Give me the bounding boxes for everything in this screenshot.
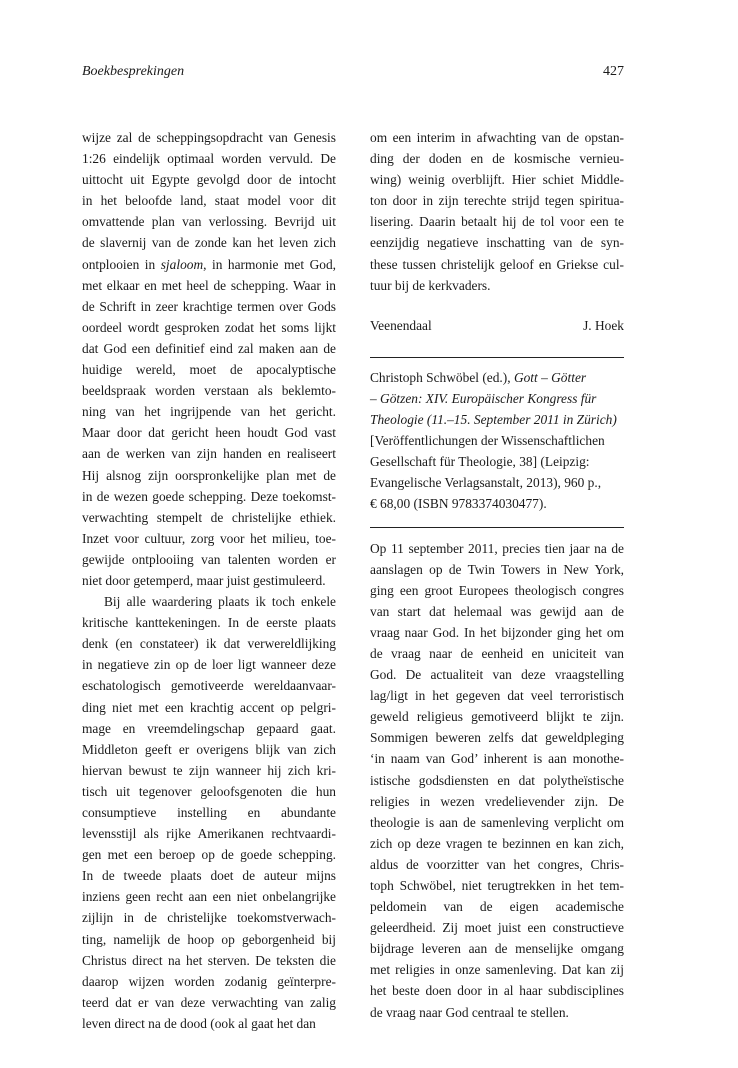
running-head-title: Boekbesprekingen [82, 64, 185, 79]
right-column [370, 127, 624, 1023]
text-line: om een interim in afwachting van de opstan- [370, 130, 624, 145]
text-line: de slavernij van de zonde kan het leven zich [82, 235, 336, 251]
text-line: vraag naar God. In het bijzonder ging het om [370, 624, 624, 640]
text-segment: , in harmonie met God, [203, 256, 336, 272]
text-line: lisering. Daarin betaalt hij de tol voor een te [370, 214, 624, 230]
text-line: ging een groot Europees theologisch congres [370, 582, 624, 598]
text-line: hiervan bewust te zijn wanneer hij zich kri- [82, 762, 336, 778]
text-line: mage en vreemdelingschap gepaard gaat. [82, 720, 336, 736]
text-segment: Theologie (11.–15. September 2011 in Zürich) [370, 412, 617, 428]
text-segment: – Götzen: XIV. Europäischer Kongress für [370, 390, 597, 406]
text-line: ‘in naam van God’ inherent is aan monothe- [370, 751, 624, 767]
text-line: teerd dat er van deze verwachting van zalig [82, 994, 336, 1010]
text-line: religies in wezen vredelievender zijn. De [370, 793, 624, 809]
text-line: de vraag naar God centraal te stellen. [370, 1004, 569, 1020]
text-segment: Gott – Götter [513, 369, 587, 385]
text-line: geweld religieus gemotiveerd blijkt te zijn. [370, 709, 624, 725]
text-line: eschatologisch gemotiveerde wereldaanvaar- [82, 678, 336, 694]
text-line: ding der doden en de kosmische vernieu- [370, 151, 624, 167]
text-line: leven direct na de dood (ook al gaat het dan [82, 1015, 316, 1031]
signature-author: J. Hoek [583, 317, 624, 333]
text-line: levensstijl als rijke Amerikanen rechtvaardi- [82, 826, 336, 842]
text-line: Inzet voor cultuur, zorg voor het milieu, toe- [82, 530, 336, 546]
text-line [370, 493, 624, 514]
text-line: In de tweede plaats doet de auteur mijns [82, 868, 336, 884]
text-line: ton door in zijn terechte strijd tegen spiritua- [370, 193, 624, 209]
text-line: in de wezen goede schepping. Deze toekomst- [82, 488, 336, 504]
left-paragraph-2 [82, 591, 336, 1034]
text-segment: sjaloom [160, 256, 204, 272]
text-line: aldus de voorzitter van het congres, Chris- [370, 856, 624, 872]
text-segment: Gesellschaft für Theologie, 38] (Leipzig: [370, 454, 590, 470]
text-line [82, 254, 336, 275]
text-line: ting, namelijk de hoop op geborgenheid bij [82, 931, 336, 947]
text-line [370, 388, 624, 409]
signature-place: Veenendaal [370, 317, 432, 333]
text-line: bijdrage leveren aan de menselijke omgang [370, 941, 624, 957]
text-line [370, 367, 624, 388]
text-line: de vraag naar de eenheid en uniciteit van [370, 645, 624, 661]
book-bibliography [370, 367, 624, 515]
text-line: these tussen christelijk geloof en Griekse cul- [370, 256, 624, 272]
separator-rule-bottom [370, 527, 624, 528]
text-line: beeldspraak worden verstaan als beklemto- [82, 383, 336, 399]
text-line: ding niet met een krachtig accent op pelgri- [82, 699, 336, 715]
text-line: 1:26 eindelijk optimaal worden vervuld. De [82, 151, 336, 167]
separator-rule-top [370, 357, 624, 358]
text-line: kritische kanttekeningen. In de eerste plaats [82, 615, 336, 631]
text-line [370, 409, 624, 430]
text-segment: € 68,00 (ISBN 9783374030477). [370, 496, 547, 512]
text-line: tuur bij de kerkvaders. [370, 277, 491, 293]
text-line: omvattende plan van verlossing. Bevrijd uit [82, 214, 336, 230]
text-line: met elkaar en met heel de schepping. Waar in [82, 277, 336, 293]
text-line [370, 430, 624, 451]
text-line: dat God een definitief eind zal maken aan de [82, 340, 336, 356]
text-line: inziens geen recht aan een niet onbelangrijke [82, 889, 336, 905]
text-line: geleerdheid. Zij moet juist een constructieve [370, 920, 624, 936]
text-line: consumptieve instelling en abundante [82, 805, 336, 820]
text-line: theologie is aan de samenleving verplicht om [370, 814, 624, 830]
text-line: eenzijdig negatieve inschatting van de syn- [370, 235, 624, 251]
text-line: Sommigen beweren zelfs dat geweldpleging [370, 730, 624, 746]
text-segment: ontplooien in [82, 256, 161, 272]
review-signature [370, 315, 624, 336]
text-line: istische godsdiensten en dat polytheïstische [370, 772, 624, 788]
left-column [82, 127, 336, 1034]
text-line: God. De actualiteit van deze vraagstelling [370, 667, 624, 683]
text-segment: [Veröffentlichungen der Wissenschaftlichen [370, 433, 605, 449]
text-line: wing) weinig overblijft. Hier schiet Middle- [370, 172, 624, 188]
text-line: in het beloofde land, staat model voor dit [82, 193, 336, 209]
text-line: niet door getemperd, maar juist gestimuleerd. [82, 572, 326, 588]
left-paragraph-1 [82, 127, 336, 591]
text-line: Maar door dat gericht heen houdt God vast [82, 425, 336, 441]
text-line: van start dat helemaal was gewijd aan de [370, 603, 624, 619]
text-line [370, 451, 624, 472]
text-line: de Schrift in zeer krachtige termen over Gods [82, 298, 336, 314]
text-line: ning van het ingrijpende van het gericht. [82, 404, 336, 420]
text-line: Christus direct na het sterven. De teksten die [82, 952, 336, 968]
text-line: lag/ligt in het gegeven dat veel terroristisch [370, 688, 624, 704]
right-paragraph-1 [370, 127, 624, 296]
text-line: Bij alle waardering plaats ik toch enkele [104, 594, 336, 610]
text-line: in negatieve zin op de loer ligt wanneer deze [82, 657, 336, 673]
text-segment: Christoph Schwöbel (ed.), [370, 369, 514, 385]
text-line: het beste doen door in al haar subdisciplines [370, 983, 624, 999]
text-line: oordeel wordt gesproken zodat het soms lijkt [82, 319, 336, 335]
text-line: tisch uit tegenover geloofsgenoten die hun [82, 783, 336, 799]
text-line: uittocht uit Egypte gevolgd door de intocht [82, 172, 336, 188]
text-line: Hij alsnog zijn oorspronkelijke plan met de [82, 467, 336, 483]
text-line: Op 11 september 2011, precies tien jaar na de [370, 540, 624, 556]
right-paragraph-2 [370, 538, 624, 1023]
text-line: Middleton geeft er overigens blijk van zich [82, 741, 336, 757]
text-line: zich op deze vragen te bezinnen en kan zich, [370, 835, 624, 851]
text-line: denk (en constateer) ik dat verwereldlijking [82, 636, 336, 652]
page-number: 427 [603, 64, 624, 79]
text-segment: Evangelische Verlagsanstalt, 2013), 960 p., [370, 475, 602, 491]
text-line: met religies in onze samenleving. Dat kan zij [370, 962, 624, 978]
text-line: wijze zal de scheppingsopdracht van Genesis [82, 130, 336, 145]
text-line: toph Schwöbel, niet terugtrekken in het tem- [370, 878, 624, 893]
text-line: gewijde ontplooiing van talenten worden er [82, 551, 336, 567]
text-line: aan de werken van zijn handen en realiseert [82, 446, 336, 462]
text-line: huidige wereld, moet de apocalyptische [82, 362, 336, 378]
text-line: peldomein van de eigen academische [370, 899, 624, 915]
text-line: verwachting stempelt de christelijke ethiek. [82, 509, 336, 525]
text-line: aanslagen op de Twin Towers in New York, [370, 561, 624, 577]
text-line [370, 472, 624, 493]
text-line: daarop wijzen worden zodanig geïnterpre- [82, 973, 336, 989]
text-line: gen met een beroep op de goede schepping. [82, 847, 336, 863]
text-line: zijlijn in de christelijke toekomstverwach- [82, 910, 336, 926]
